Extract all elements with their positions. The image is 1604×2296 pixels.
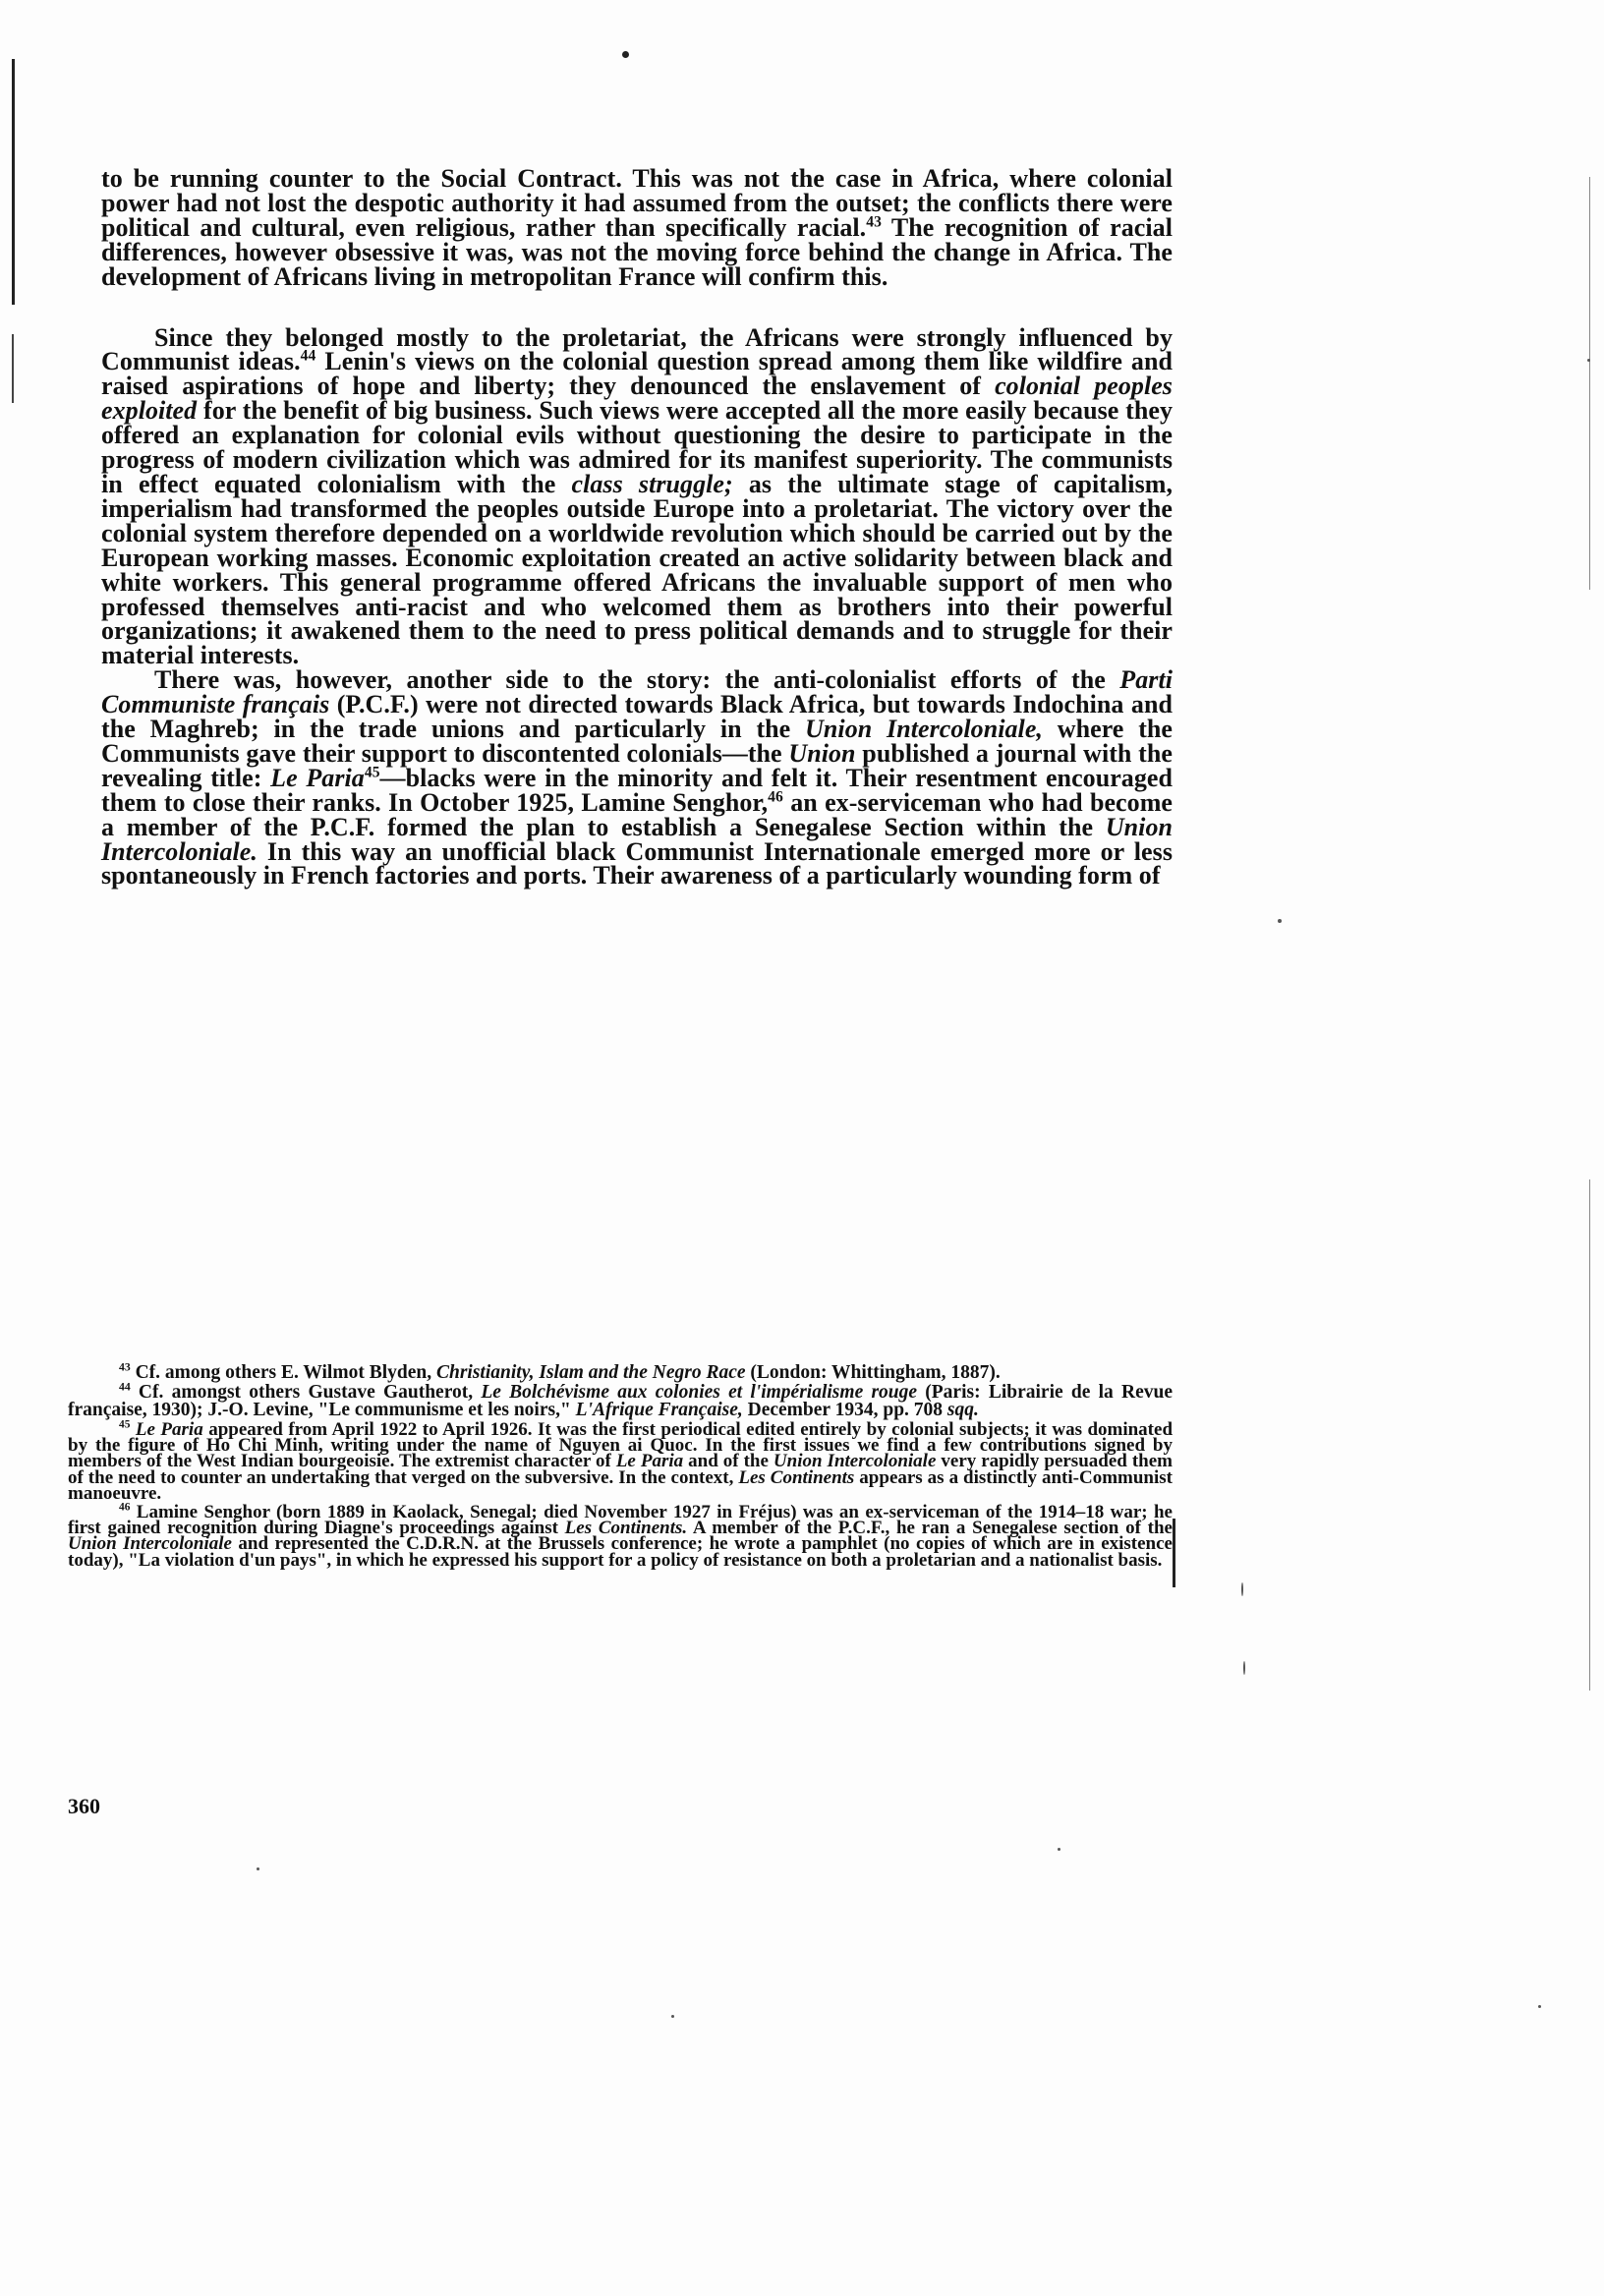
- footnote-text: (London: Whittingham, 1887).: [745, 1362, 1001, 1383]
- paragraph-text: The recognition of racial differences, however obsessive it was, was not the moving force behind the change in Africa. The development of Africans living in metropolitan France will confirm this.: [101, 212, 1173, 291]
- footnote-ref: 46: [768, 788, 783, 806]
- emphasis: Les Continents: [738, 1466, 855, 1488]
- paragraph-text: as the ultimate stage of capitalism, imperialism had transformed the peoples outside Europe into a proletariat. The victory over the colonial system therefore depended on a worldwide revolution which should be carried out by the European working masses. Economic exploitation created an active solidarity between black and white workers. This general programme offered Africans the invaluable support of men who professed themselves anti-racist and who welcomed them as brothers into their powerful organizations; it awakened them to the need to press political demands and to struggle for their material interests.: [101, 469, 1174, 670]
- footnote-number: 45: [119, 1418, 131, 1431]
- footnote-46: [68, 1501, 1173, 1571]
- paragraph: [101, 164, 1173, 291]
- paragraph-text: published a journal with the revealing title:: [101, 738, 1173, 792]
- footnote-45: [68, 1418, 1174, 1505]
- scan-speck: [257, 1867, 259, 1870]
- paragraph-text: Lenin's views on the colonial question spread among them like wildfire and raised aspirations of hope and liberty; they denounced the enslavement of: [101, 347, 1173, 401]
- footnote-43: [68, 1360, 1173, 1383]
- emphasis: Parti Communiste français: [101, 665, 1173, 719]
- emphasis: Christianity, Islam and the Negro Race: [435, 1362, 746, 1383]
- paragraph-text: —blacks were in the minority and felt it. Their resentment encouraged them to close their ranks. In October 1925, Lamine Senghor,: [101, 763, 1174, 817]
- scan-speck: [622, 51, 629, 58]
- emphasis: Union Intercoloniale,: [805, 715, 1043, 744]
- emphasis: Union Intercoloniale.: [101, 812, 1173, 866]
- emphasis: Union Intercoloniale: [773, 1451, 937, 1472]
- emphasis: Le Paria: [270, 763, 365, 792]
- footnotes: [68, 1360, 1174, 1571]
- scan-speck: [1241, 1582, 1243, 1596]
- emphasis: Union: [788, 738, 856, 768]
- paragraph: [101, 322, 1174, 670]
- paragraph-text: an ex-serviceman who had become a member of the P.C.F. formed the plan to establish a Senegalese Section within the: [101, 787, 1173, 841]
- paragraph-text: There was, however, another side to the story: the anti-colonialist efforts of the: [154, 665, 1120, 695]
- paragraph-text: for the benefit of big business. Such views were accepted all the more easily because they offered an explanation for colonial evils without questioning the desire to participate in the progress of modern civilization which was admired for its manifest superiority. The communists in effect equated colonialism with the: [101, 396, 1173, 498]
- paragraph: [101, 665, 1174, 890]
- footnote-text: A member of the P.C.F., he ran a Senegalese section of the: [687, 1518, 1173, 1539]
- footnote-44: [68, 1380, 1173, 1421]
- footnote-text: and of the: [683, 1451, 773, 1472]
- footnote-text: appears as a distinctly anti-Communist manoeuvre.: [68, 1466, 1173, 1505]
- emphasis: sqq.: [946, 1400, 979, 1421]
- scan-edge-mark: [12, 59, 15, 305]
- scan-speck: [1058, 1848, 1060, 1851]
- emphasis: Le Paria: [135, 1418, 203, 1440]
- emphasis: Union Intercoloniale: [68, 1533, 232, 1555]
- scan-bracket-mark: [1173, 1519, 1175, 1587]
- footnote-text: December 1934, pp. 708: [742, 1400, 947, 1421]
- footnote-text: Cf. among others E. Wilmot Blyden,: [130, 1362, 436, 1383]
- footnote-text: Lamine Senghor (born 1889 in Kaolack, Senegal; died November 1927 in Fréjus) was an ex-serviceman of the 1914–18 war; he first gained recognition during Diagne's proceedings against: [68, 1501, 1173, 1539]
- paragraph-text: where the Communists gave their support to discontented colonials—the: [101, 715, 1174, 768]
- footnote-number: 43: [119, 1360, 131, 1374]
- footnote-text: (Paris: Librairie de la Revue française, 1930); J.-O. Levine, "Le communisme et les noirs,": [68, 1382, 1173, 1421]
- footnote-ref: 44: [300, 347, 316, 365]
- paragraph-text: to be running counter to the Social Contract. This was not the case in Africa, where colonial power had not lost the despotic authority it had assumed from the outset; the conflicts there were political and cultural, even religious, rather than specifically racial.: [101, 164, 1173, 242]
- scan-speck: [1243, 1661, 1245, 1675]
- body-text: [101, 164, 1174, 890]
- emphasis: L'Afrique Française,: [575, 1400, 743, 1421]
- footnote-number: 44: [119, 1380, 131, 1394]
- footnote-number: 46: [119, 1501, 131, 1514]
- scan-speck: [1278, 919, 1282, 923]
- footnote-text: very rapidly persuaded them of the need to counter an undertaking that verged on the subversive. In the context,: [68, 1451, 1173, 1488]
- footnote-text: appeared from April 1922 to April 1926. It was the first periodical edited entirely by colonial subjects; it was dominated by the figure of Ho Chi Minh, writing under the name of Nguyen ai Quoc. In the first issues we find a few contributions signed by members of the West Indian bourgeoisie. The extremist character of: [68, 1418, 1174, 1472]
- scan-speck: [1538, 2005, 1541, 2008]
- scan-edge-mark: [12, 334, 14, 403]
- paragraph-text: (P.C.F.) were not directed towards Black Africa, but towards Indochina and the Maghreb; in the trade unions and particularly in the: [101, 690, 1173, 744]
- footnote-text: Cf. amongst others Gustave Gautherot,: [130, 1382, 482, 1404]
- paragraph-text: Since they belonged mostly to the proletariat, the Africans were strongly influenced by Communist ideas.: [101, 322, 1173, 376]
- emphasis: Les Continents.: [564, 1518, 688, 1539]
- scan-speck: [671, 2015, 674, 2018]
- footnote-ref: 43: [866, 213, 882, 231]
- emphasis: colonial peoples exploited: [101, 372, 1173, 426]
- emphasis: Le Paria: [615, 1451, 684, 1472]
- footnote-text: and represented the C.D.R.N. at the Brussels conference; he wrote a pamphlet (no copies of which are in existence today), "La violation d'un pays", in which he expressed his support for a policy of resistance on both a proletarian and a nationalist basis.: [68, 1533, 1173, 1571]
- page-number: 360: [68, 1794, 100, 1818]
- footnote-ref: 45: [364, 764, 380, 781]
- paragraph-text: In this way an unofficial black Communist Internationale emerged more or less spontaneously in French factories and ports. Their awareness of a particularly wounding form of: [101, 836, 1173, 890]
- scan-speck: [1587, 359, 1590, 362]
- emphasis: Le Bolchévisme aux colonies et l'impérialisme rouge: [481, 1382, 918, 1404]
- scan-margin-line: [1589, 177, 1590, 590]
- emphasis: class struggle;: [571, 469, 733, 498]
- scan-margin-line: [1589, 1179, 1590, 1691]
